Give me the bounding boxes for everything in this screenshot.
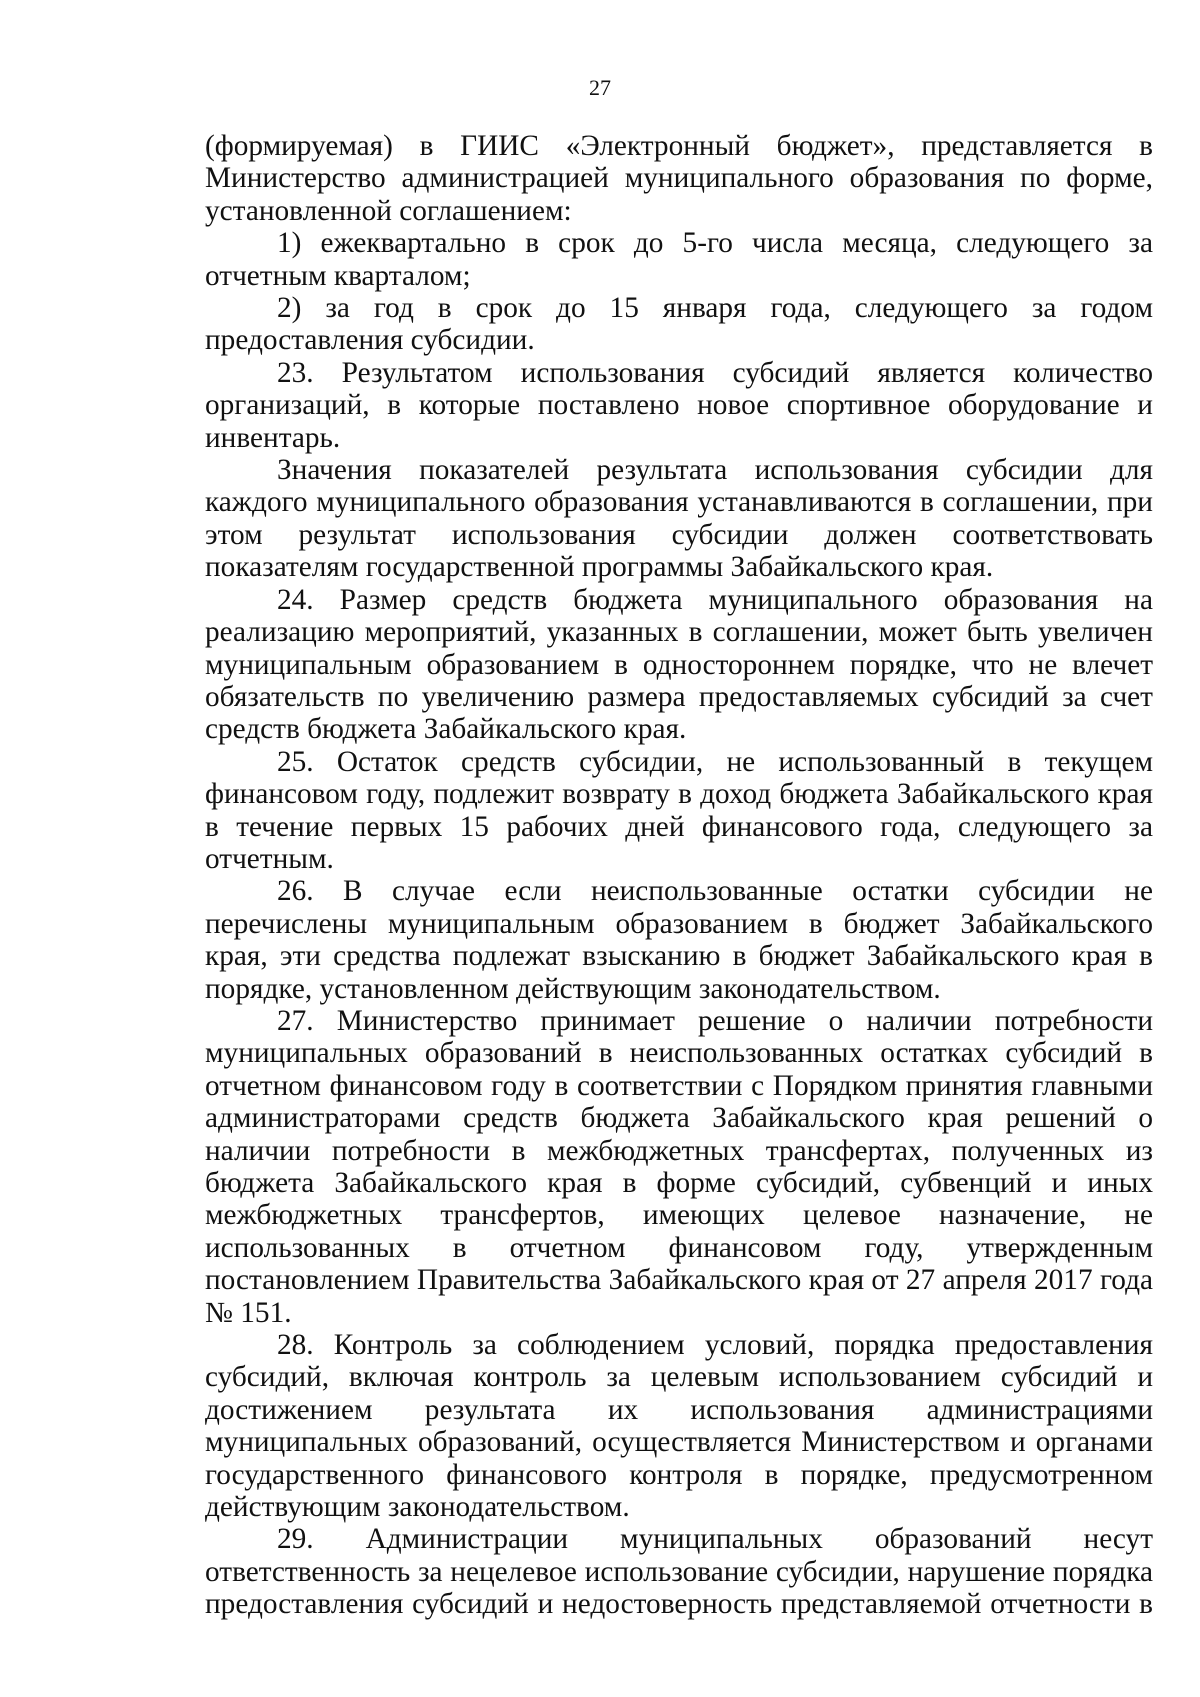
paragraph-29: 29. Администрации муниципальных образований несут ответственность за нецелевое использование субсидии, нарушение порядка предоставления субсидий и недостоверность представляемой отчетности в	[205, 1523, 1153, 1621]
document-body	[205, 130, 1153, 1621]
paragraph-23-values: Значения показателей результата использования субсидии для каждого муниципального образования устанавливаются в соглашении, при этом результат использования субсидии должен соответствовать показателям государственной программы Забайкальского края.	[205, 454, 1153, 584]
paragraph-item-1: 1) ежеквартально в срок до 5-го числа месяца, следующего за отчетным кварталом;	[205, 227, 1153, 292]
paragraph-23: 23. Результатом использования субсидий является количество организаций, в которые поставлено новое спортивное оборудование и инвентарь.	[205, 356, 1153, 454]
paragraph-24: 24. Размер средств бюджета муниципального образования на реализацию мероприятий, указанных в соглашении, может быть увеличен муниципальным образованием в одностороннем порядке, что не влечет обязательств по увеличению размера предоставляемых субсидий за счет средств бюджета Забайкальского края.	[205, 583, 1153, 746]
paragraph-27: 27. Министерство принимает решение о наличии потребности муниципальных образований в неиспользованных остатках субсидий в отчетном финансовом году в соответствии с Порядком принятия главными администраторами средств бюджета Забайкальского края решений о наличии потребности в межбюджетных трансфертах, полученных из бюджета Забайкальского края в форме субсидий, субвенций и иных межбюджетных трансфертов, имеющих целевое назначение, не использованных в отчетном финансовом году, утвержденным постановлением Правительства Забайкальского края от 27 апреля 2017 года № 151.	[205, 1004, 1153, 1329]
paragraph-28: 28. Контроль за соблюдением условий, порядка предоставления субсидий, включая контроль за целевым использованием субсидий и достижением результата их использования администрациями муниципальных образований, осуществляется Министерством и органами государственного финансового контроля в порядке, предусмотренном действующим законодательством.	[205, 1329, 1153, 1524]
paragraph-26: 26. В случае если неиспользованные остатки субсидии не перечислены муниципальным образованием в бюджет Забайкальского края, эти средства подлежат взысканию в бюджет Забайкальского края в порядке, установленном действующим законодательством.	[205, 875, 1153, 1005]
page-number: 27	[589, 75, 611, 100]
paragraph-25: 25. Остаток средств субсидии, не использованный в текущем финансовом году, подлежит возврату в доход бюджета Забайкальского края в течение первых 15 рабочих дней финансового года, следующего за отчетным.	[205, 745, 1153, 875]
paragraph-item-2: 2) за год в срок до 15 января года, следующего за годом предоставления субсидии.	[205, 292, 1153, 357]
paragraph-continuation: (формируемая) в ГИИС «Электронный бюджет», представляется в Министерство администрацией муниципального образования по форме, установленной соглашением:	[205, 130, 1153, 227]
